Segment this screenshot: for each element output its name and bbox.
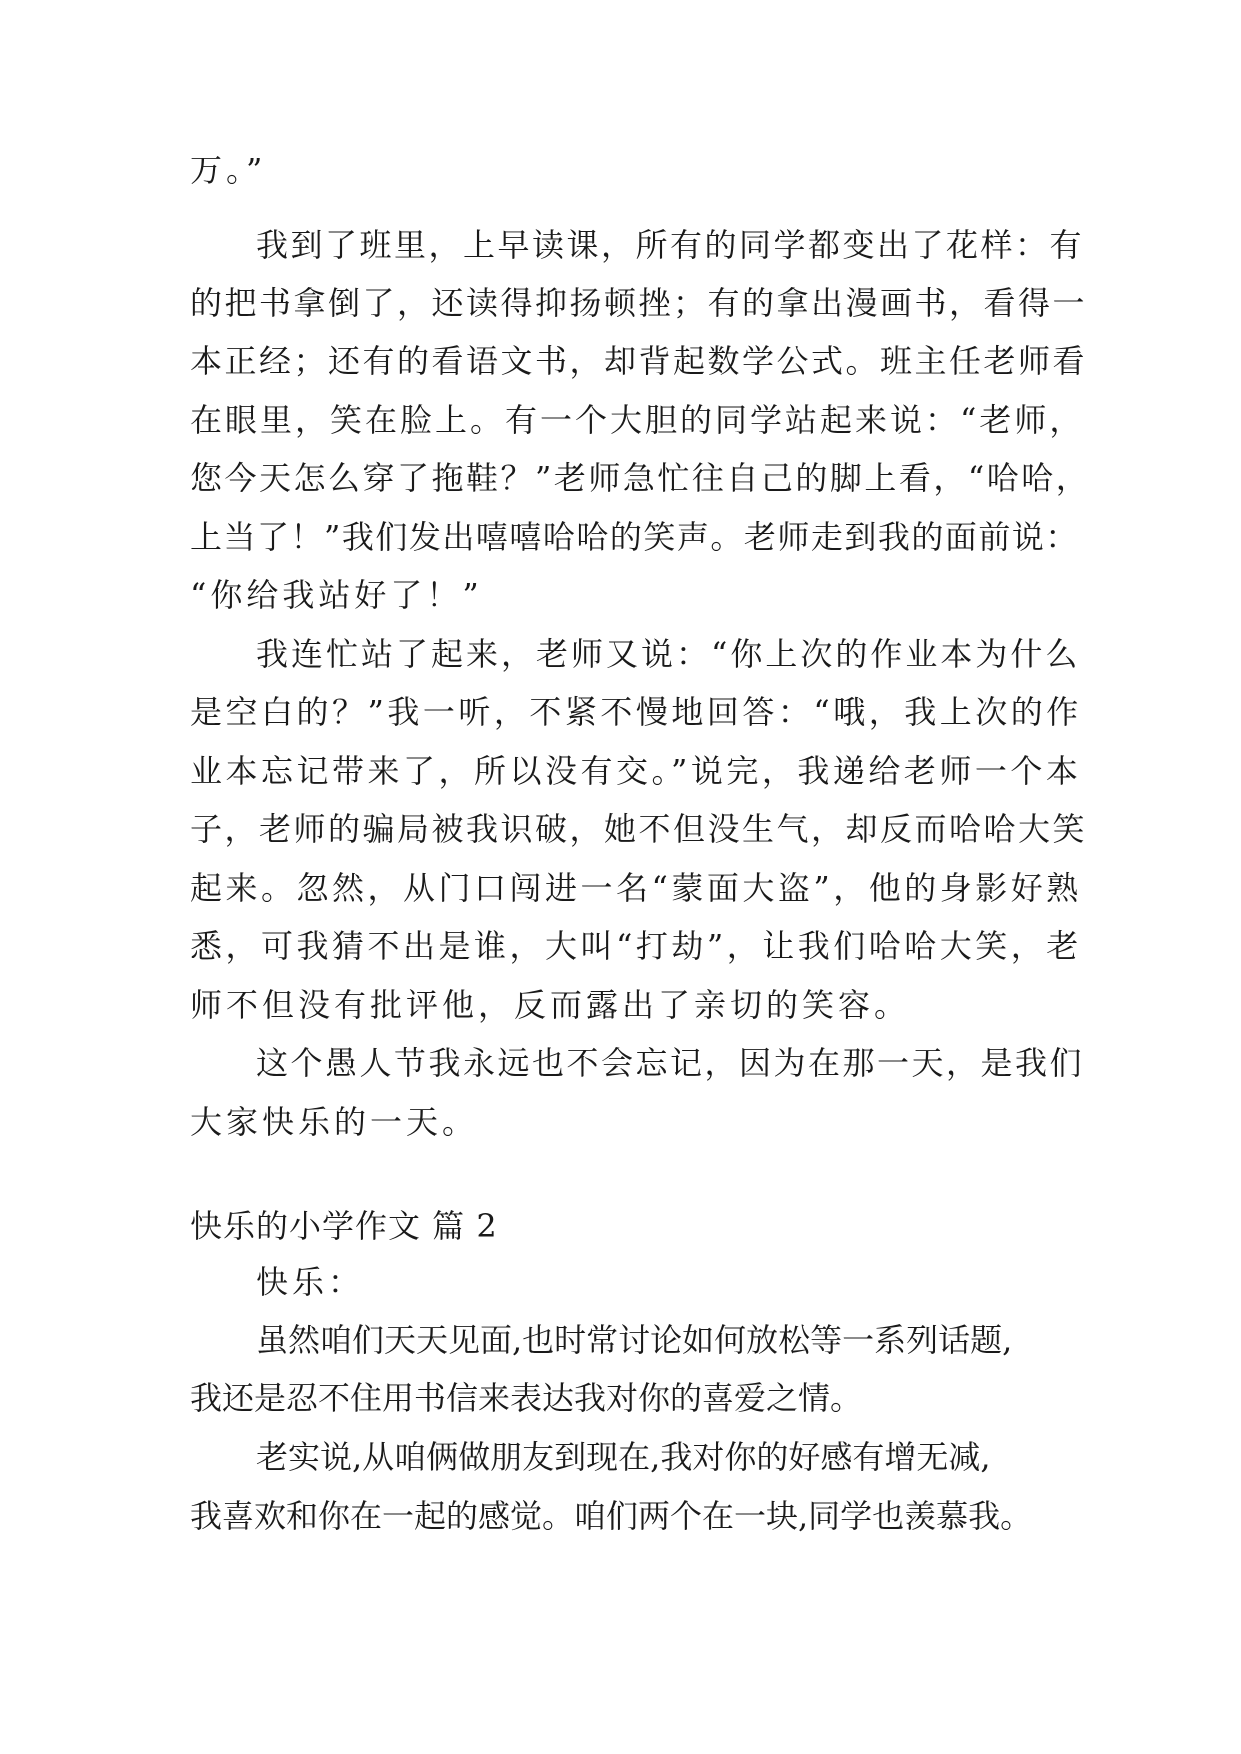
paragraph-line: 快乐： xyxy=(256,1263,365,1301)
paragraph-line: “你给我站好了！” xyxy=(190,576,483,614)
paragraph-line: 我还是忍不住用书信来表达我对你的喜爱之情。 xyxy=(190,1379,863,1417)
paragraph-line: 您今天怎么穿了拖鞋？”老师急忙往自己的脚上看，“哈哈， xyxy=(190,459,1091,497)
paragraph-line: 上当了！”我们发出嘻嘻哈哈的笑声。老师走到我的面前说： xyxy=(190,518,1079,556)
paragraph-line: 起来。忽然，从门口闯进一名“蒙面大盗”，他的身影好熟 xyxy=(190,869,1082,907)
paragraph-line: 业本忘记带来了，所以没有交。”说完，我递给老师一个本 xyxy=(190,752,1082,790)
section-heading: 快乐的小学作文 篇 2 xyxy=(190,1207,498,1245)
paragraph-line: 我连忙站了起来，老师又说：“你上次的作业本为什么 xyxy=(256,635,1081,673)
paragraph-line: 我喜欢和你在一起的感觉。咱们两个在一块,同学也羡慕我。 xyxy=(190,1497,1033,1535)
paragraph-line: 万。” xyxy=(190,151,267,189)
paragraph-line: 我到了班里，上早读课，所有的同学都变出了花样：有 xyxy=(256,226,1085,264)
paragraph-line: 子，老师的骗局被我识破，她不但没生气，却反而哈哈大笑 xyxy=(190,810,1088,848)
paragraph-line: 虽然咱们天天见面,也时常讨论如何放松等一系列话题, xyxy=(256,1321,1013,1359)
paragraph-line: 师不但没有批评他，反而露出了亲切的笑容。 xyxy=(190,986,911,1024)
paragraph-line: 这个愚人节我永远也不会忘记，因为在那一天，是我们 xyxy=(256,1044,1085,1082)
paragraph-line: 是空白的？”我一听，不紧不慢地回答：“哦，我上次的作 xyxy=(190,693,1082,731)
paragraph-line: 的把书拿倒了，还读得抑扬顿挫；有的拿出漫画书，看得一 xyxy=(190,284,1088,322)
paragraph-line: 本正经；还有的看语文书，却背起数学公式。班主任老师看 xyxy=(190,342,1088,380)
paragraph-line: 悉，可我猜不出是谁，大叫“打劫”，让我们哈哈大笑，老 xyxy=(190,927,1082,965)
paragraph-line: 在眼里，笑在脸上。有一个大胆的同学站起来说：“老师， xyxy=(190,401,1085,439)
paragraph-line: 老实说,从咱俩做朋友到现在,我对你的好感有增无减, xyxy=(256,1438,991,1476)
paragraph-line: 大家快乐的一天。 xyxy=(190,1103,479,1141)
